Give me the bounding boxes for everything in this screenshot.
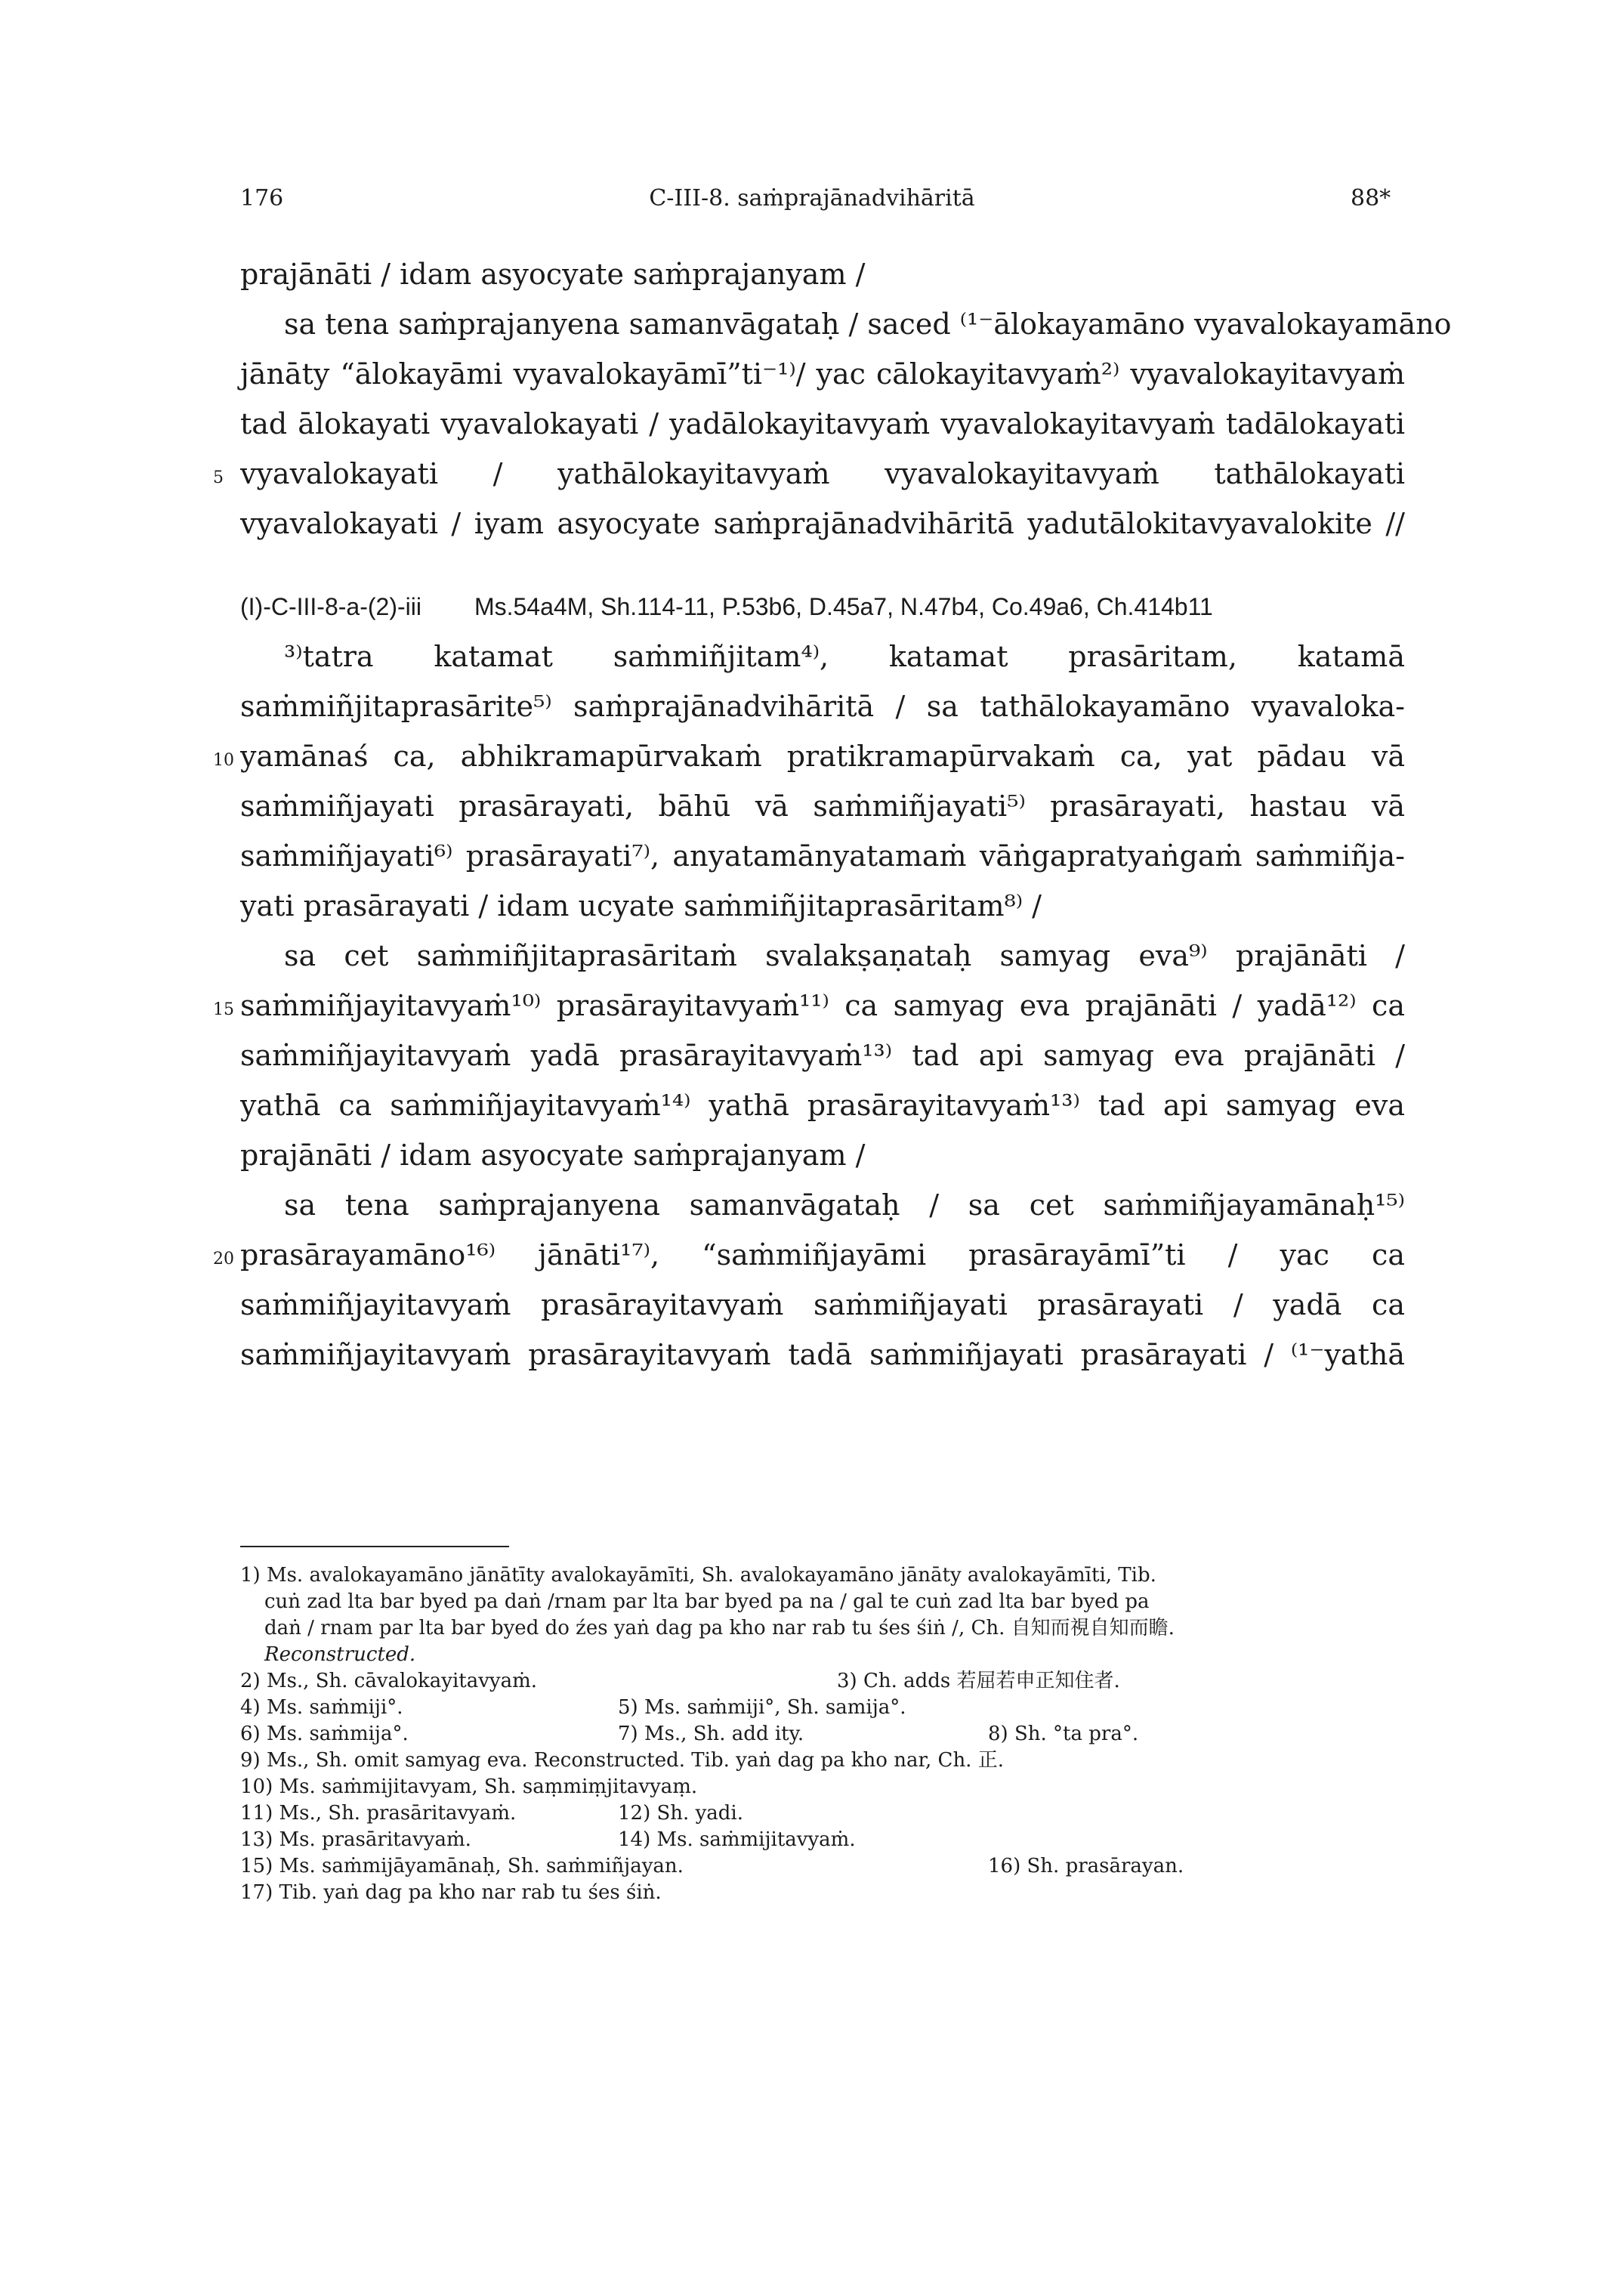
text-line: saṁmiñjayati prasārayati, bāhū vā saṁmiñjayati⁵⁾ prasārayati, hastau vā <box>240 790 1405 823</box>
line-number: 10 <box>213 751 234 770</box>
footnote-row <box>240 1668 1419 1695</box>
section-id: (I)-C-III-8-a-(2)-iii <box>240 593 421 620</box>
footnote-6: 6) Ms. saṁmija°. <box>240 1723 409 1745</box>
footnote-17: 17) Tib. yaṅ dag pa kho nar rab tu śes śiṅ. <box>240 1881 662 1904</box>
text-line: prajānāti / idam asyocyate saṁprajanyam / <box>240 1139 866 1172</box>
footnote-5: 5) Ms. saṁmiji°, Sh. samija°. <box>618 1696 906 1719</box>
footnote-line: cuṅ zad lta bar byed pa daṅ /rnam par lta bar byed pa na / gal te cuṅ zad lta bar byed pa <box>264 1590 1150 1613</box>
footnote-14: 14) Ms. saṁmijitavyaṁ. <box>618 1828 856 1851</box>
text-line: prasārayamāno¹⁶⁾ jānāti¹⁷⁾, “saṁmiñjayāmi prasārayāmī”ti / yac ca <box>240 1238 1405 1272</box>
section-refs: Ms.54a4M, Sh.114-11, P.53b6, D.45a7, N.47b4, Co.49a6, Ch.414b11 <box>474 593 1213 620</box>
page-number: 176 <box>240 185 284 212</box>
text-line: saṁmiñjayitavyaṁ prasārayitavyaṁ saṁmiñjayati prasārayati / yadā ca <box>240 1288 1405 1321</box>
running-title: C-III-8. saṁprajānadvihāritā <box>649 185 975 212</box>
footnote-divider <box>240 1546 509 1547</box>
text-line-numbered <box>213 981 1405 1031</box>
folio-number: 88* <box>1351 185 1391 212</box>
text-line: vyavalokayati / yathālokayitavyaṁ vyavalokayitavyaṁ tathālokayati <box>240 457 1405 490</box>
main-text <box>213 249 1452 1380</box>
text-line: saṁmiñjayitavyaṁ¹⁰⁾ prasārayitavyaṁ¹¹⁾ ca samyag eva prajānāti / yadā¹²⁾ ca <box>240 989 1405 1022</box>
text-line: vyavalokayati / iyam asyocyate saṁprajānadvihāritā yadutālokitavyavalokite // <box>240 507 1405 540</box>
text-line: jānāty “ālokayāmi vyavalokayāmī”ti⁻¹⁾/ yac cālokayitavyaṁ²⁾ vyavalokayitavyaṁ <box>240 357 1405 391</box>
footnote-11: 11) Ms., Sh. prasāritavyaṁ. <box>240 1802 517 1825</box>
footnote-row <box>240 1827 1419 1853</box>
footnotes <box>240 1562 1419 1906</box>
text-line: tad ālokayati vyavalokayati / yadālokayitavyaṁ vyavalokayitavyaṁ tadālokayati <box>240 407 1405 440</box>
footnote-2: 2) Ms., Sh. cāvalokayitavyaṁ. <box>240 1670 538 1692</box>
text-line: yati prasārayati / idam ucyate saṁmiñjitaprasāritam⁸⁾ / <box>240 889 1042 922</box>
line-number: 15 <box>213 1000 234 1019</box>
footnote-row <box>240 1695 1419 1721</box>
text-line: saṁmiñjayati⁶⁾ prasārayati⁷⁾, anyatamānyatamaṁ vāṅgapratyaṅgaṁ saṁmiñja- <box>240 839 1405 873</box>
text-line: saṁmiñjayitavyaṁ prasārayitavyaṁ tadā saṁmiñjayati prasārayati / ⁽¹⁻yathā <box>240 1338 1405 1371</box>
text-line: yathā ca saṁmiñjayitavyaṁ¹⁴⁾ yathā prasārayitavyaṁ¹³⁾ tad api samyag eva <box>240 1089 1405 1122</box>
footnote-line: daṅ / rnam par lta bar byed do źes yaṅ dag pa kho nar rab tu śes śiṅ /, Ch. 自知而視自知而瞻. <box>264 1617 1175 1639</box>
footnote-line: Reconstructed. <box>264 1643 416 1666</box>
text-line: yamānaś ca, abhikramapūrvakaṁ pratikramapūrvakaṁ ca, yat pādau vā <box>240 740 1405 773</box>
section-heading <box>240 582 1405 632</box>
footnote-8: 8) Sh. °ta pra°. <box>988 1723 1139 1745</box>
text-line: ³⁾tatra katamat saṁmiñjitam⁴⁾, katamat prasāritam, katamā <box>284 640 1405 673</box>
text-line: sa cet saṁmiñjitaprasāritaṁ svalakṣaṇataḥ samyag eva⁹⁾ prajānāti / <box>284 939 1405 972</box>
text-line: prajānāti / idam asyocyate saṁprajanyam / <box>240 258 866 291</box>
footnote-16: 16) Sh. prasārayan. <box>988 1855 1184 1877</box>
line-number: 5 <box>213 468 224 487</box>
footnote-row <box>240 1800 1419 1827</box>
text-line: saṁmiñjitaprasārite⁵⁾ saṁprajānadvihāritā / sa tathālokayamāno vyavaloka- <box>240 690 1405 723</box>
text-line-numbered <box>213 731 1405 781</box>
footnote-row <box>240 1853 1419 1880</box>
footnote-4: 4) Ms. saṁmiji°. <box>240 1696 403 1719</box>
footnote-13: 13) Ms. prasāritavyaṁ. <box>240 1828 471 1851</box>
text-line: saṁmiñjayitavyaṁ yadā prasārayitavyaṁ¹³⁾ tad api samyag eva prajānāti / <box>240 1039 1405 1072</box>
footnote-3: 3) Ch. adds 若屈若申正知住者. <box>837 1670 1120 1692</box>
footnote-row <box>240 1721 1419 1747</box>
line-number: 20 <box>213 1250 234 1269</box>
footnote-9: 9) Ms., Sh. omit samyag eva. Reconstructed. Tib. yaṅ dag pa kho nar, Ch. 正. <box>240 1749 1004 1772</box>
footnote-7: 7) Ms., Sh. add ity. <box>618 1723 804 1745</box>
footnote-15: 15) Ms. saṁmijāyamānaḥ, Sh. saṁmiñjayan. <box>240 1855 684 1877</box>
footnote-10: 10) Ms. saṁmijitavyam, Sh. saṃmiṃjitavyaṃ. <box>240 1775 698 1798</box>
text-line-numbered <box>213 449 1405 499</box>
footnote-12: 12) Sh. yadi. <box>618 1802 743 1825</box>
text-line: sa tena saṁprajanyena samanvāgataḥ / saced ⁽¹⁻ālokayamāno vyavalokayamāno <box>284 307 1452 341</box>
text-line: sa tena saṁprajanyena samanvāgataḥ / sa cet saṁmiñjayamānaḥ¹⁵⁾ <box>284 1188 1405 1222</box>
footnote-1 <box>240 1562 1419 1668</box>
text-line-numbered <box>213 1230 1405 1280</box>
footnote-line: 1) Ms. avalokayamāno jānātīty avalokayāmīti, Sh. avalokayamāno jānāty avalokayāmīti, Tib. <box>240 1564 1156 1587</box>
